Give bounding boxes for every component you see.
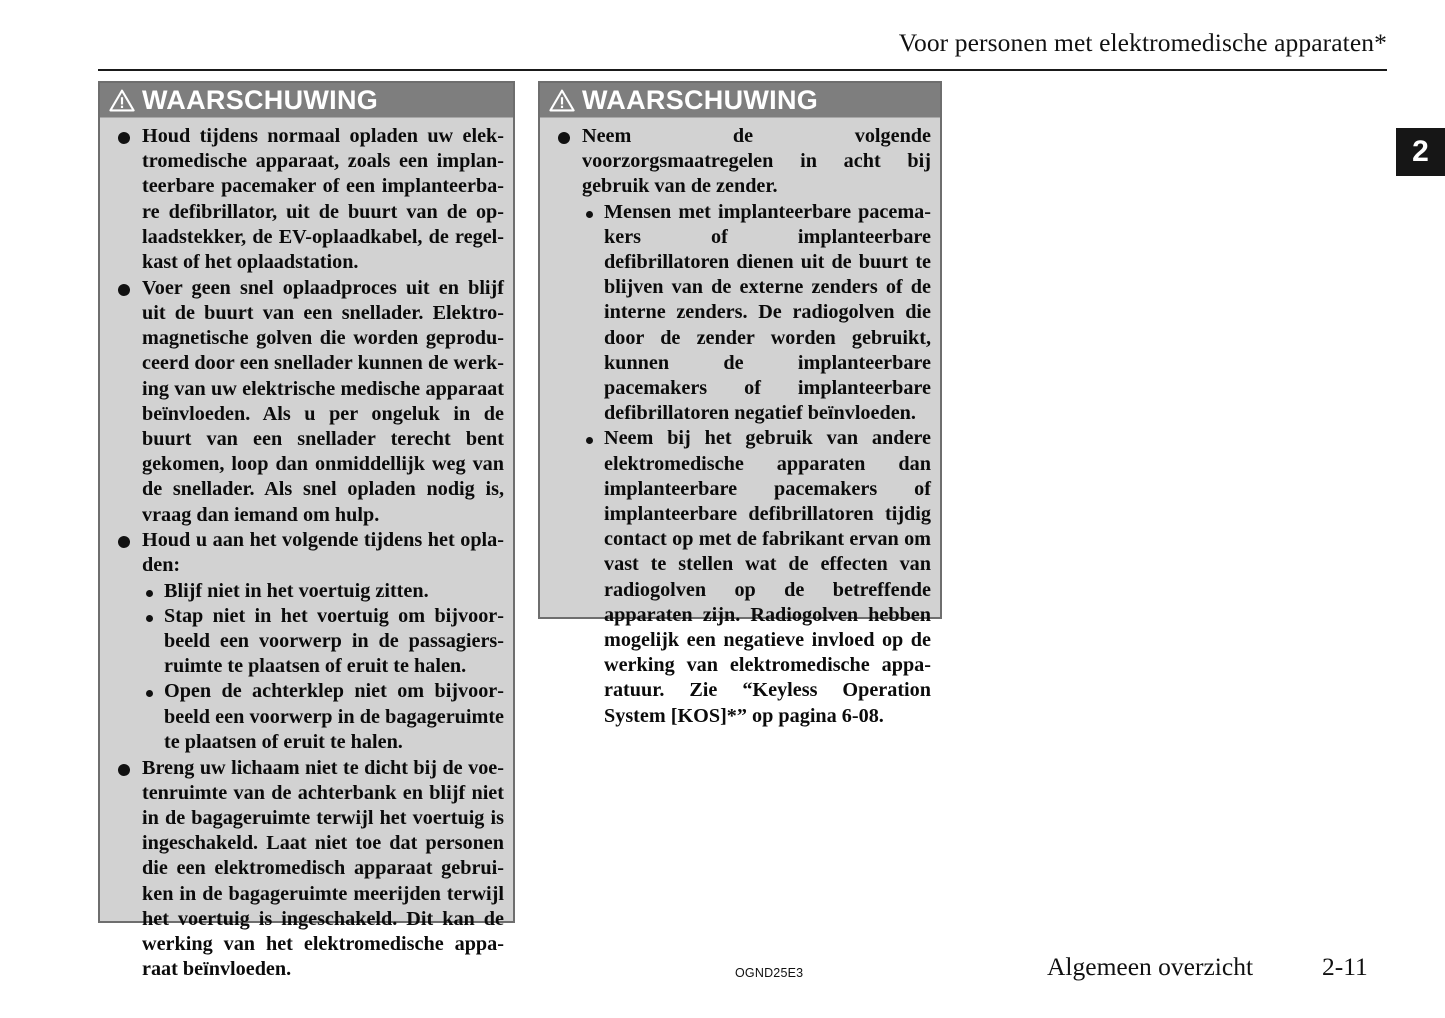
- list-item: [549, 124, 931, 729]
- sub-list-item-text: Neem bij het gebruik van andere elektromedische apparaten dan implanteerbare pacemakers of implanteerbare defibrillatoren tijdig contact op met de fabrikant ervan om vast te stellen wat de effecten van radiogolven op de betreffende apparaten zijn. Radiogolven hebben mogelijk een negatieve invloed op de werking van elektromedische apparatuur. Zie “Keyless Operation System [KOS]*” op pagina 6-08.: [604, 427, 931, 727]
- warning-body-left: [100, 118, 513, 991]
- sub-list-item-text: Stap niet in het voertuig om bijvoorbeeld een voorwerp in de passagiersruimte te plaatsen of eruit te halen.: [164, 604, 504, 678]
- sub-bullet-marker-icon: [146, 615, 153, 622]
- warning-header-right: [540, 83, 940, 118]
- warning-title-left: WAARSCHUWING: [142, 84, 379, 115]
- warning-triangle-icon: [549, 89, 575, 112]
- warning-list-right: [549, 124, 931, 729]
- chapter-tab: [1396, 128, 1445, 176]
- footer-section-name: Algemeen overzicht: [1047, 952, 1254, 981]
- list-item-text: Voer geen snel oplaadproces uit en blijf uit de buurt van een snellader. Elektromagnetische golven die worden geproduceerd door een snellader kunnen de werking van uw elektrische medische apparaat beïnvloeden. Als u per ongeluk in de buurt van een snellader terecht bent gekomen, loop dan onmiddellijk weg van de snellader. Als snel opladen nodig is, vraag dan iemand om hulp.: [142, 276, 504, 526]
- sub-list-item-text: Open de achterklep niet om bijvoorbeeld een voorwerp in de bagageruimte te plaatsen of eruit te halen.: [164, 680, 504, 753]
- bullet-marker-icon: [558, 132, 570, 144]
- page-title: Voor personen met elektromedische apparaten*: [898, 28, 1387, 57]
- sub-list-item-text: Blijf niet in het voertuig zitten.: [164, 579, 429, 602]
- warning-header-left: [100, 83, 513, 118]
- header-divider: [98, 69, 1387, 71]
- warning-list-left: [109, 124, 504, 982]
- warning-box-right: [538, 81, 942, 727]
- list-item-text: Houd u aan het volgende tijdens het opladen:: [142, 529, 504, 577]
- warning-box-left: [98, 81, 515, 981]
- sub-list-item-text: Mensen met implanteerbare pacemakers of implanteerbare defibrillatoren dienen uit de buurt te blijven van de externe zenders of de interne zenders. De radiogolven die door de zender worden gebruikt, kunnen de implanteerbare pacemakers of implanteerbare defibrillatoren negatief beïnvloeden.: [604, 200, 931, 425]
- bullet-marker-icon: [118, 284, 130, 296]
- sub-list-item: [142, 679, 504, 755]
- warning-sublist: [582, 200, 931, 729]
- list-item: [109, 276, 504, 528]
- warning-sublist: [142, 579, 504, 755]
- sub-bullet-marker-icon: [586, 437, 593, 444]
- footer-document-code: OGND25E3: [735, 966, 804, 980]
- sub-list-item: [142, 604, 504, 680]
- warning-body-right: [540, 118, 940, 737]
- list-item: [109, 124, 504, 275]
- list-item: [109, 756, 504, 983]
- bullet-marker-icon: [118, 132, 130, 144]
- page-header: [98, 28, 1387, 72]
- footer-page-number: 2-11: [1322, 952, 1368, 981]
- sub-list-item: [582, 426, 931, 728]
- bullet-marker-icon: [118, 764, 130, 776]
- list-item-text: Houd tijdens normaal opladen uw elektromedische apparaat, zoals een implanteerbare pacemaker of een implanteerbare defibrillator, uit de buurt van de oplaadstekker, de EV-oplaadkabel, de regelkast of het oplaadstation.: [142, 125, 504, 274]
- sub-list-item: [582, 200, 931, 427]
- bullet-marker-icon: [118, 536, 130, 548]
- sub-bullet-marker-icon: [146, 690, 153, 697]
- list-item: [109, 528, 504, 755]
- list-item-text: Breng uw lichaam niet te dicht bij de voetenruimte van de achterbank en blijf niet in de bagageruimte terwijl het voertuig is ingeschakeld. Laat niet toe dat personen die een elektromedisch apparaat gebruiken in de bagageruimte meerijden terwijl het voertuig is ingeschakeld. Dit kan de werking van het elektromedische apparaat beïnvloeden.: [142, 756, 504, 981]
- sub-bullet-marker-icon: [586, 211, 593, 218]
- warning-title-right: WAARSCHUWING: [582, 84, 819, 115]
- warning-triangle-icon: [109, 89, 135, 112]
- list-item-text: Neem de volgende voorzorgsmaatregelen in acht bij gebruik van de zender.: [582, 125, 931, 198]
- chapter-number: 2: [1412, 135, 1429, 168]
- sub-list-item: [142, 579, 504, 604]
- sub-bullet-marker-icon: [146, 590, 153, 597]
